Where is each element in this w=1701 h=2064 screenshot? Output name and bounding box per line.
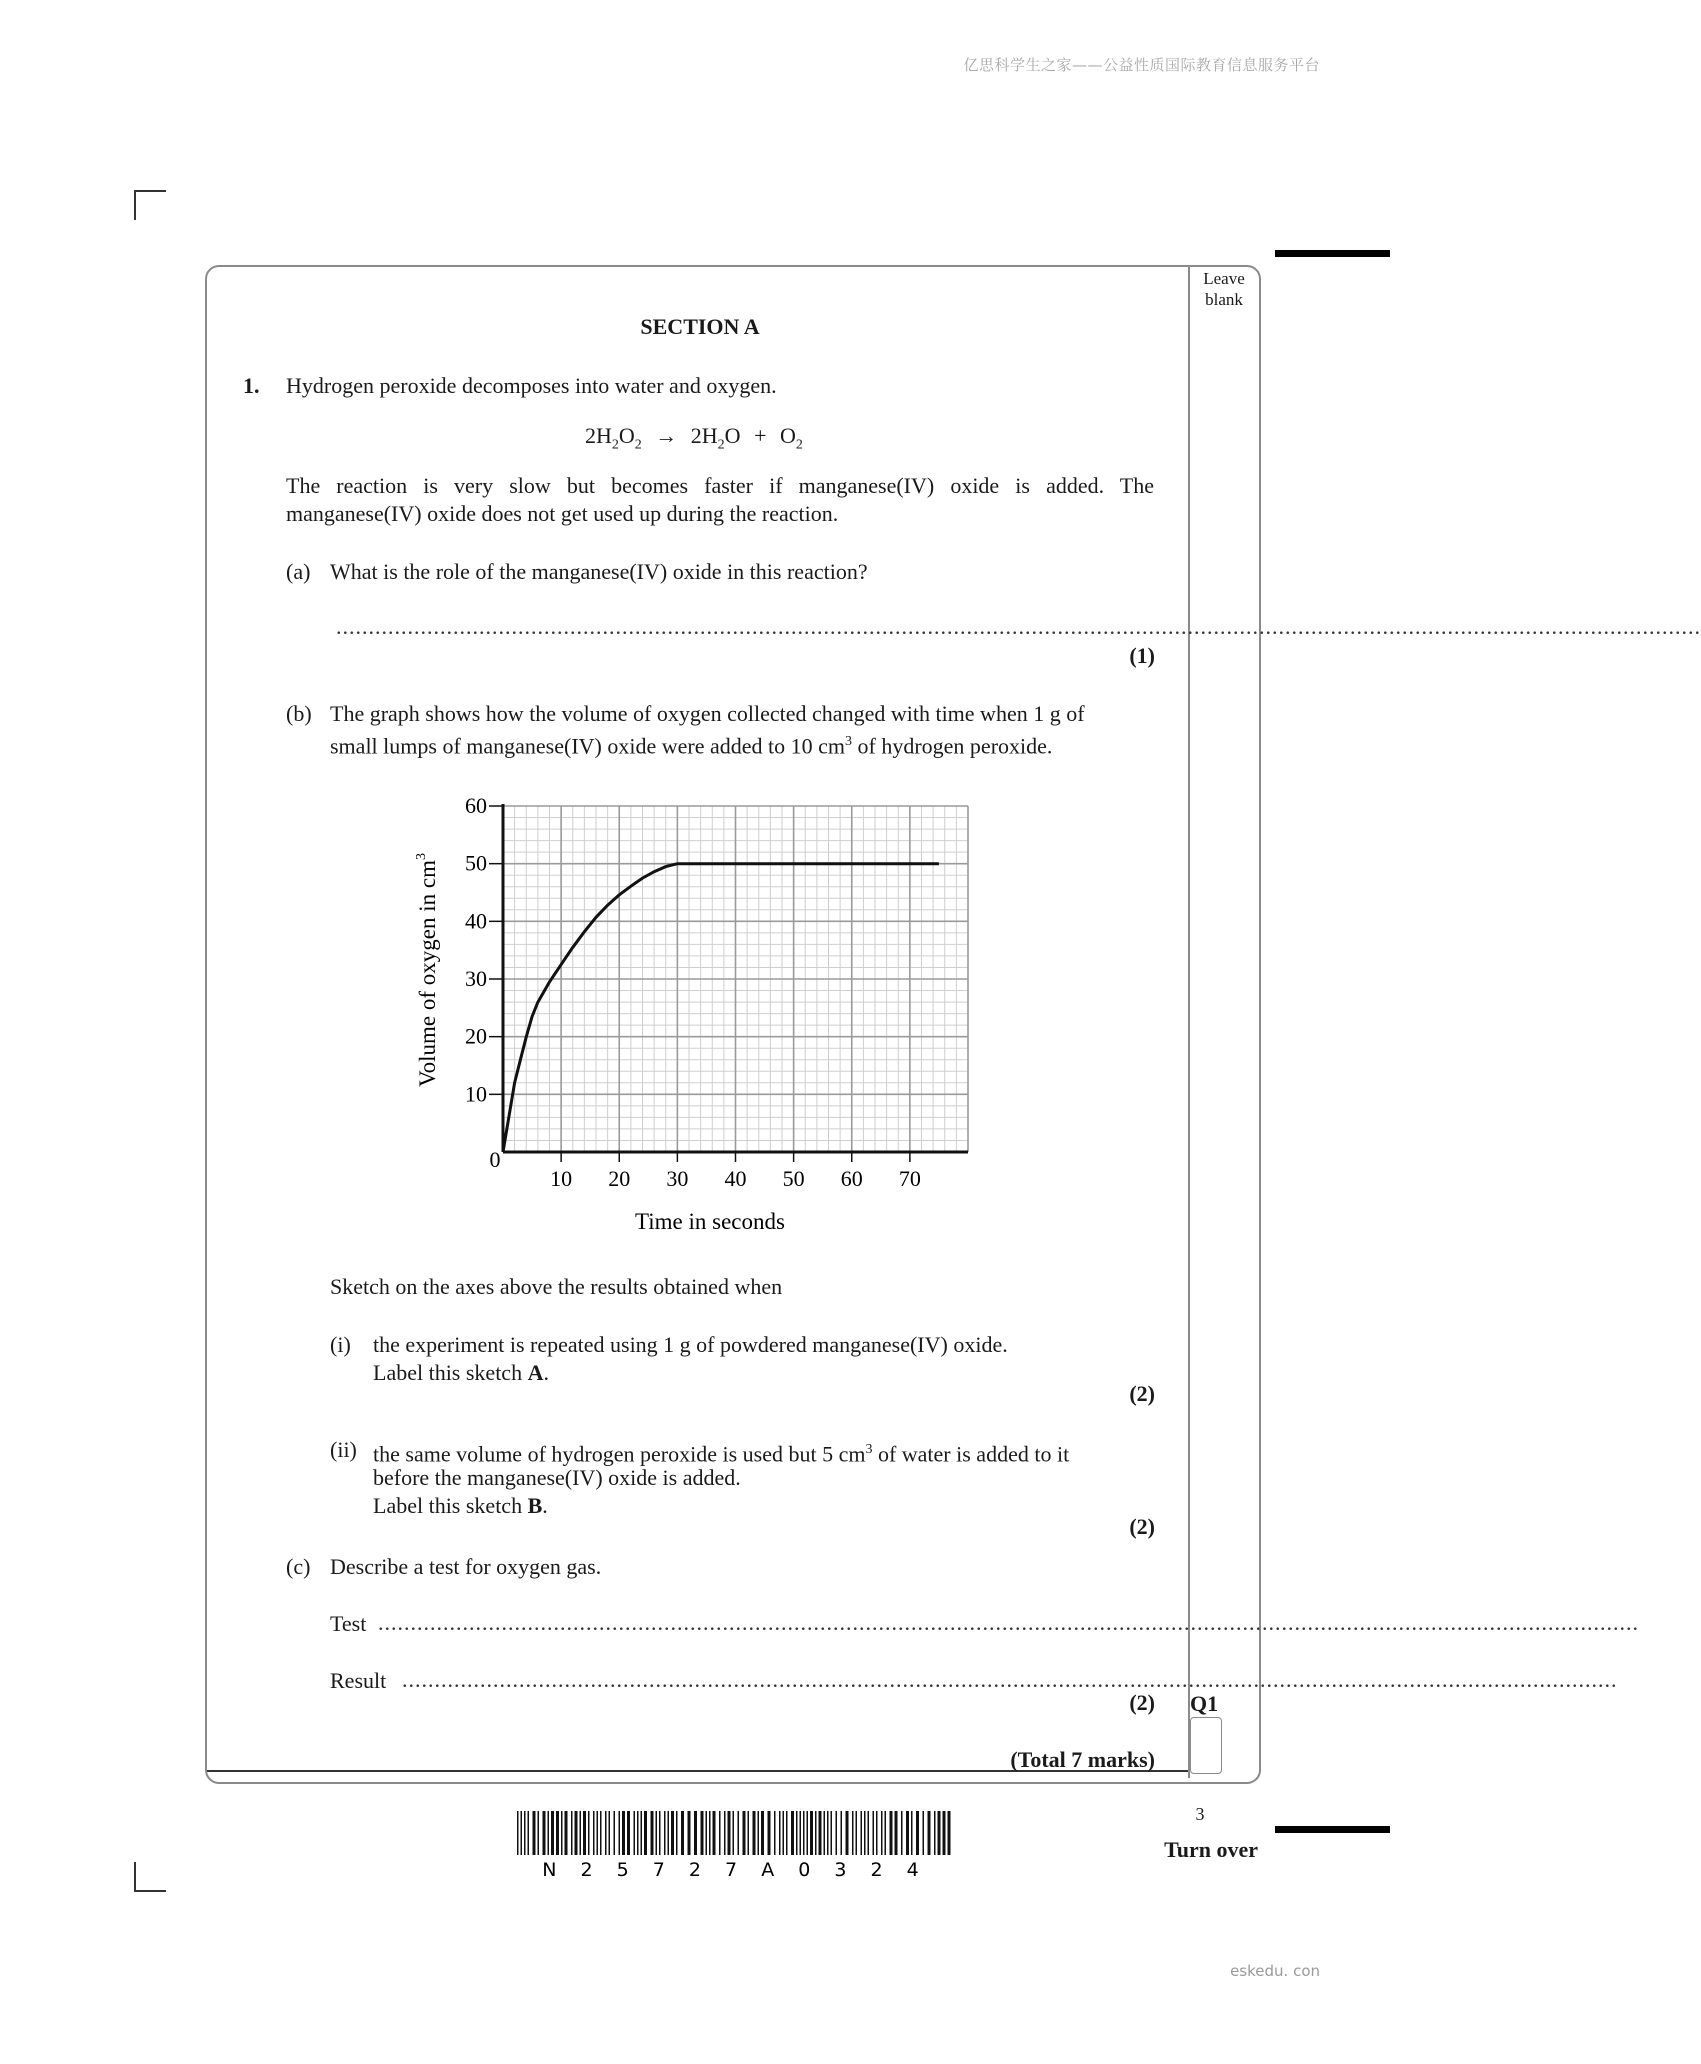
y-tick-label: 30 [465, 966, 487, 991]
part-b-i-line-2: Label this sketch A. [373, 1360, 549, 1385]
barcode-bar [743, 1811, 746, 1855]
barcode-bar [651, 1811, 654, 1855]
barcode-bar [694, 1811, 697, 1855]
barcode-bar [543, 1811, 546, 1855]
barcode-bar [856, 1811, 858, 1855]
series-line [503, 864, 939, 1152]
barcode-bar [758, 1811, 760, 1855]
barcode-bar [911, 1811, 913, 1855]
barcode-bar [706, 1811, 708, 1855]
barcode-bar [831, 1811, 833, 1855]
part-b-ii-line-3: Label this sketch B. [373, 1493, 548, 1518]
barcode-bar [600, 1811, 602, 1855]
x-tick-label: 20 [608, 1166, 631, 1191]
barcode-bar [768, 1811, 771, 1855]
part-b-i-line-1: the experiment is repeated using 1 g of powdered manganese(IV) oxide. [373, 1332, 1008, 1357]
barcode-bar [868, 1811, 870, 1855]
barcode-bar [753, 1811, 756, 1855]
barcode-bar [580, 1811, 582, 1855]
barcode-bar [671, 1811, 674, 1855]
barcode-bar [622, 1811, 625, 1855]
barcode-bar [733, 1811, 735, 1855]
barcode-bar [637, 1811, 639, 1855]
barcode-bar [597, 1811, 599, 1855]
barcode-bar [656, 1811, 658, 1855]
leave-blank-label: Leave blank [1203, 269, 1245, 309]
x-tick-label: 40 [724, 1166, 747, 1191]
barcode-bar [928, 1811, 931, 1855]
barcode-bar [906, 1811, 909, 1855]
barcode-bars [517, 1811, 951, 1855]
part-c-label: (c) [286, 1554, 311, 1579]
barcode-bar [565, 1811, 568, 1855]
barcode-bar [761, 1811, 764, 1855]
oxygen-volume-chart [395, 775, 995, 1235]
paragraph-line-2: manganese(IV) oxide does not get used up during the reaction. [286, 501, 839, 526]
barcode-bar [873, 1811, 875, 1855]
margin-divider [1188, 267, 1190, 1778]
y-tick-labels [465, 793, 487, 1106]
barcode-bar [938, 1811, 941, 1855]
part-a-marks: (1) [1129, 643, 1155, 668]
barcode-bar [556, 1811, 559, 1855]
barcode-bar [890, 1811, 893, 1855]
origin-label: 0 [489, 1147, 501, 1172]
barcode-bar [528, 1811, 530, 1855]
part-b-label: (b) [286, 701, 312, 726]
test-label: Test [330, 1611, 367, 1636]
barcode-bar [575, 1811, 578, 1855]
barcode-bar [948, 1811, 951, 1855]
total-marks: (Total 7 marks) [1010, 1747, 1155, 1772]
barcode-bar [659, 1811, 661, 1855]
y-tick-label: 10 [465, 1081, 487, 1107]
turn-over: Turn over [1164, 1837, 1258, 1862]
barcode-bar [774, 1811, 776, 1855]
barcode-bar [688, 1811, 691, 1855]
barcode-bar [609, 1811, 611, 1855]
barcode-bar [583, 1811, 586, 1855]
section-title: SECTION A [640, 314, 760, 339]
watermark-bottom: eskedu. con [1230, 1962, 1320, 1980]
x-tick-label: 10 [550, 1166, 573, 1191]
barcode-bar [791, 1811, 794, 1855]
x-tick-labels [550, 1166, 921, 1191]
barcode-bar [551, 1811, 554, 1855]
marks-box [1190, 1717, 1222, 1774]
result-label: Result [330, 1668, 387, 1693]
barcode-bar [561, 1811, 563, 1855]
barcode-bar [719, 1811, 721, 1855]
barcode-bar [664, 1811, 666, 1855]
watermark-top: 亿思科学生之家——公益性质国际教育信息服务平台 [963, 56, 1320, 74]
question-number: 1. [243, 373, 260, 398]
part-b-ii-line-1: the same volume of hydrogen peroxide is used but 5 $cm^3$ of water is added to it [373, 1441, 1070, 1467]
barcode-bar [864, 1811, 866, 1855]
y-tick-label: 20 [465, 1023, 487, 1049]
part-b-i-label: (i) [330, 1332, 351, 1357]
barcode-bar [923, 1811, 925, 1855]
barcode-bar [810, 1811, 813, 1855]
barcode-bar [876, 1811, 878, 1855]
barcode-bar [713, 1811, 716, 1855]
page-number: 3 [1195, 1804, 1205, 1824]
barcode-bar [533, 1811, 536, 1855]
part-b-i-marks: (2) [1129, 1381, 1155, 1406]
barcode-bar [796, 1811, 798, 1855]
x-tick-label: 50 [782, 1166, 805, 1191]
answer-line-test[interactable]: .................................................................................................................................................................................................. [378, 1610, 1639, 1635]
barcode-bar [605, 1811, 607, 1855]
barcode [515, 1811, 955, 1881]
barcode-bar [841, 1811, 843, 1855]
barcode-bar [819, 1811, 822, 1855]
barcode-bar [619, 1811, 621, 1855]
barcode-bar [815, 1811, 817, 1855]
question-intro: Hydrogen peroxide decomposes into water and oxygen. [286, 373, 777, 398]
x-tick-label: 70 [898, 1166, 921, 1191]
barcode-bar [627, 1811, 630, 1855]
question-margin-label: Q1 [1190, 1691, 1219, 1716]
barcode-bar [524, 1811, 526, 1855]
barcode-bar [786, 1811, 788, 1855]
barcode-bar [641, 1811, 643, 1855]
barcode-bar [800, 1811, 802, 1855]
barcode-bar [885, 1811, 887, 1855]
part-c-marks: (2) [1129, 1690, 1155, 1715]
part-c-text: Describe a test for oxygen gas. [330, 1554, 602, 1579]
barcode-bar [571, 1811, 573, 1855]
barcode-bar [783, 1811, 785, 1855]
edge-bar-top [1275, 250, 1390, 257]
barcode-bar [881, 1811, 883, 1855]
x-tick-label: 30 [666, 1166, 689, 1191]
barcode-bar [681, 1811, 684, 1855]
barcode-bar [644, 1811, 647, 1855]
barcode-bar [861, 1811, 863, 1855]
barcode-bar [588, 1811, 590, 1855]
barcode-bar [748, 1811, 750, 1855]
part-b-ii-marks: (2) [1129, 1514, 1155, 1539]
edge-bar-bottom [1275, 1826, 1390, 1833]
answer-line-a[interactable]: .................................................................................................................................................................................................................. [336, 614, 1701, 639]
x-tick-label: 60 [840, 1166, 863, 1191]
barcode-bar [916, 1811, 919, 1855]
part-a-label: (a) [286, 559, 311, 584]
barcode-bar [824, 1811, 826, 1855]
y-axis-title: Volume of oxygen in $cm^3$ [414, 853, 440, 1087]
y-tick-label: 60 [465, 793, 487, 818]
y-tick-label: 40 [465, 908, 487, 934]
barcode-bar [943, 1811, 946, 1855]
barcode-bar [846, 1811, 849, 1855]
paragraph-line-1: The reaction is very slow but becomes faster if manganese(IV) oxide is added. The [286, 473, 1154, 498]
part-b-ii-line-2: before the manganese(IV) oxide is added. [373, 1465, 741, 1490]
barcode-bar [728, 1811, 731, 1855]
barcode-bar [614, 1811, 616, 1855]
barcode-bar [676, 1811, 678, 1855]
tick-marks [489, 806, 910, 1162]
answer-line-result[interactable]: ........................................................................................................................................................................................... [402, 1667, 1618, 1692]
x-axis-title: Time in seconds [635, 1209, 785, 1234]
barcode-bar [709, 1811, 711, 1855]
barcode-bar [538, 1811, 540, 1855]
part-b-ii-label: (ii) [330, 1437, 357, 1462]
barcode-bar [807, 1811, 809, 1855]
y-tick-label: 50 [465, 850, 487, 876]
barcode-bar [548, 1811, 550, 1855]
barcode-text: N 2 5 7 2 7 A 0 3 2 4 [542, 1859, 928, 1881]
barcode-bar [803, 1811, 805, 1855]
barcode-bar [724, 1811, 726, 1855]
part-b-line-2: small lumps of manganese(IV) oxide were added to 10 $cm^3$ of hydrogen peroxide. [330, 733, 1053, 759]
barcode-bar [852, 1811, 854, 1855]
barcode-bar [901, 1811, 903, 1855]
sketch-intro: Sketch on the axes above the results obtained when [330, 1274, 783, 1299]
part-b-line-1: The graph shows how the volume of oxygen collected changed with time when 1 g of [330, 701, 1085, 726]
barcode-bar [517, 1811, 519, 1855]
barcode-bar [634, 1811, 636, 1855]
barcode-bar [836, 1811, 838, 1855]
barcode-bar [827, 1811, 829, 1855]
chemical-equation: $2H_2O_2 \to 2H_2O + O_2$ [585, 423, 803, 453]
crop-mark-top [134, 190, 166, 220]
barcode-bar [738, 1811, 740, 1855]
barcode-bar [895, 1811, 898, 1855]
barcode-bar [934, 1811, 936, 1855]
crop-mark-bottom [134, 1862, 166, 1892]
barcode-bar [593, 1811, 595, 1855]
barcode-bar [521, 1811, 523, 1855]
barcode-bar [701, 1811, 704, 1855]
barcode-bar [779, 1811, 781, 1855]
barcode-bar [668, 1811, 670, 1855]
part-a-text: What is the role of the manganese(IV) oxide in this reaction? [330, 559, 868, 584]
